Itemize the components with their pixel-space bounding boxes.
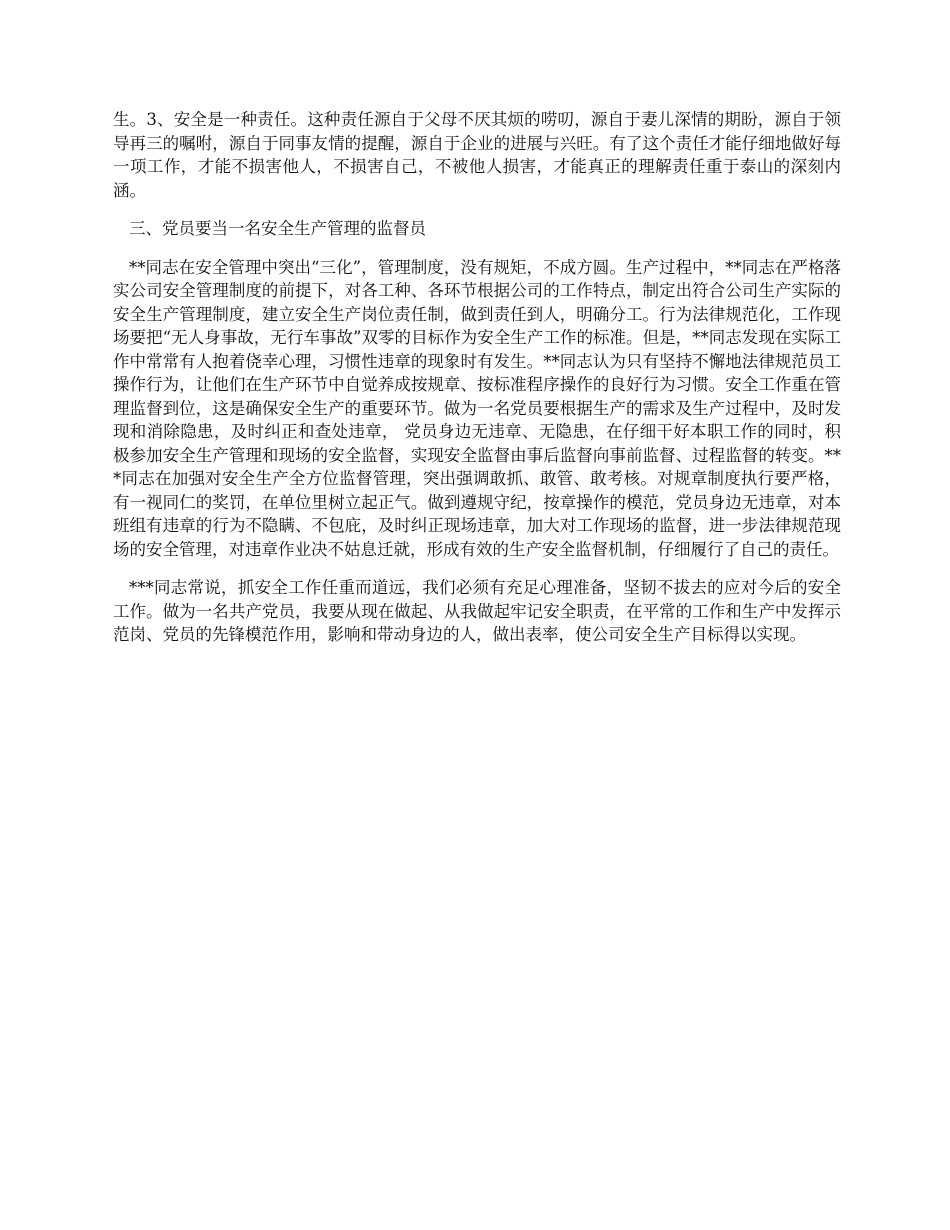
paragraph-responsibility: 生。3、安全是一种责任。这种责任源自于父母不厌其烦的唠叨，源自于妻儿深情的期盼，源自于领导再三的嘱咐，源自于同事友情的提醒，源自于企业的进展与兴旺。有了这个责任才能仔细地做好每一项工作，才能不损害他人，不损害自己，不被他人损害，才能真正的理解责任重于泰山的深刻内涵。 (113, 110, 841, 200)
paragraph-safety-management: **同志在安全管理中突出“三化”，管理制度，没有规矩，不成方圆。生产过程中，**同志在严格落实公司安全管理制度的前提下，对各工种、各环节根据公司的工作特点，制定出符合公司生产实际的安全生产管理制度，建立安全生产岗位责任制，做到责任到人，明确分工。行为法律规范化，工作现场要把“无人身事故，无行车事故”双零的目标作为安全生产工作的标准。但是，**同志发现在实际工作中常常有人抱着侥幸心理，习惯性违章的现象时有发生。**同志认为只有坚持不懈地法律规范员工操作行为，让他们在生产环节中自觉养成按规章、按标准程序操作的良好行为习惯。安全工作重在管理监督到位，这是确保安全生产的重要环节。做为一名党员要根据生产的需求及生产过程中，及时发现和消除隐患，及时纠正和查处违章， 党员身边无违章、无隐患，在仔细干好本职工作的同时，积极参加安全生产管理和现场的安全监督，实现安全监督由事后监督向事前监督、过程监督的转变。***同志在加强对安全生产全方位监督管理，突出强调敢抓、敢管、敢考核。对规章制度执行要严格，有一视同仁的奖罚，在单位里树立起正气。做到遵规守纪，按章操作的模范，党员身边无违章，对本班组有违章的行为不隐瞒、不包庇，及时纠正现场违章，加大对工作现场的监督，进一步法律规范现场的安全管理，对违章作业决不姑息迁就，形成有效的生产安全监督机制，仔细履行了自己的责任。 (113, 257, 841, 559)
section-heading-supervisor: 三、党员要当一名安全生产管理的监督员 (129, 219, 426, 238)
paragraph-conclusion: ***同志常说，抓安全工作任重而道远，我们必须有充足心理准备，坚韧不拔去的应对今后的安全工作。做为一名共产党员，我要从现在做起、从我做起牢记安全职责，在平常的工作和生产中发挥示范岗、党员的先锋模范作用，影响和带动身边的人，做出表率，使公司安全生产目标得以实现。 (113, 578, 841, 644)
document-body (113, 108, 841, 662)
